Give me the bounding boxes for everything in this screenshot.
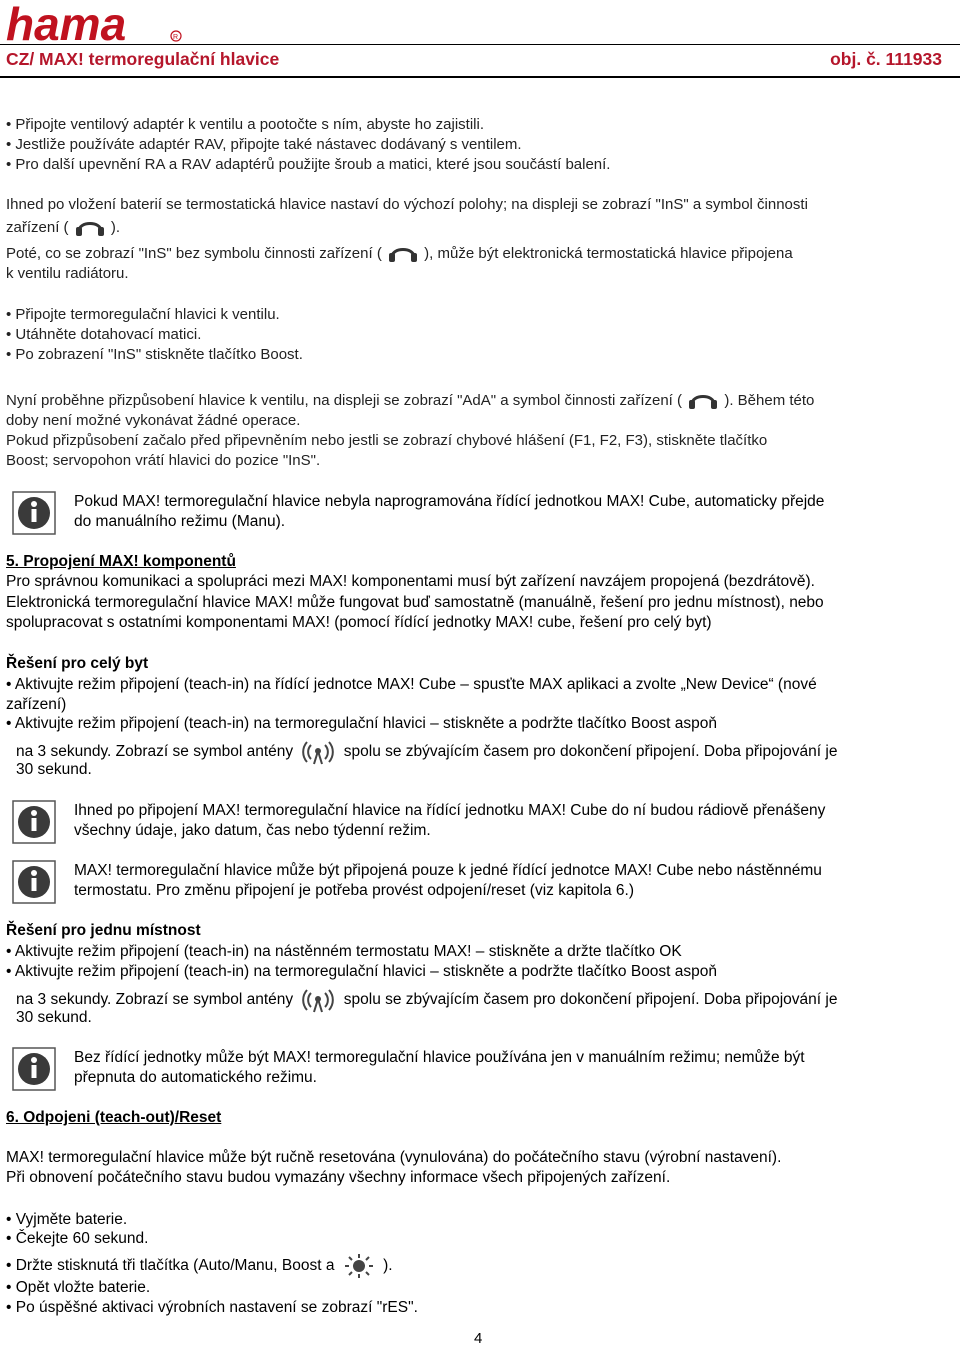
- paragraph-text: Poté, co se zobrazí "InS" bez symbolu činnosti zařízení (: [6, 244, 382, 262]
- paragraph-line: Boost; servopohon vrátí hlavici do pozice "InS".: [6, 452, 321, 469]
- paragraph-line: Při obnovení počátečního stavu budou vymazány všechny informace všech připojených zařízení.: [6, 1169, 671, 1186]
- device-activity-icon: [73, 217, 107, 239]
- list-item: • Utáhněte dotahovací matici.: [6, 326, 202, 343]
- info-icon: [12, 800, 56, 844]
- list-item: • Aktivujte režim připojení (teach-in) na termoregulační hlavici – stiskněte a podržte tlačítko Boost aspoň: [6, 963, 718, 980]
- paragraph-text: na 3 sekundy. Zobrazí se symbol antény: [16, 991, 294, 1009]
- section-heading: 6. Odpojeni (teach-out)/Reset: [6, 1109, 222, 1126]
- list-item: • Aktivujte režim připojení (teach-in) na nástěnném termostatu MAX! – stiskněte a držte tlačítko OK: [6, 943, 682, 960]
- note-line: MAX! termoregulační hlavice může být připojená pouze k jedné řídící jednotce MAX! Cube nebo nástěnnému: [74, 862, 822, 879]
- info-icon: [12, 860, 56, 904]
- header-divider: [0, 76, 960, 78]
- list-item: [16, 987, 837, 1013]
- order-number: obj. č. 111933: [830, 49, 942, 69]
- note-line: Ihned po připojení MAX! termoregulační hlavice na řídící jednotku MAX! Cube do ní budou rádiově přenášeny: [74, 802, 826, 819]
- sun-icon: [339, 1254, 379, 1278]
- paragraph-text: ).: [383, 1257, 393, 1275]
- paragraph-line: Pokud přizpůsobení začalo před připevněním nebo jestli se zobrazí chybové hlášení (F1, F2, F3), stiskněte tlačítko: [6, 432, 768, 449]
- list-item: 30 sekund.: [16, 761, 92, 778]
- paragraph-text: • Držte stisknutá tři tlačítka (Auto/Manu, Boost a: [6, 1257, 335, 1275]
- list-item: • Aktivujte režim připojení (teach-in) na termoregulační hlavici – stiskněte a podržte tlačítko Boost aspoň: [6, 715, 718, 732]
- paragraph-line: [6, 217, 120, 239]
- paragraph-line: k ventilu radiátoru.: [6, 265, 129, 282]
- antenna-icon: [297, 739, 339, 765]
- list-item: • Po zobrazení "InS" stiskněte tlačítko Boost.: [6, 346, 303, 363]
- device-activity-icon: [386, 243, 420, 265]
- paragraph-line: Pro správnou komunikaci a spolupráci mezi MAX! komponentami musí být zařízení navzájem propojená (bezdrátově).: [6, 573, 815, 590]
- paragraph-text: spolu se zbývajícím časem pro dokončení připojení. Doba připojování je: [343, 991, 838, 1009]
- list-item: • Aktivujte režim připojení (teach-in) na řídící jednotce MAX! Cube – spusťte MAX aplikaci a zvolte „New Device“ (nové: [6, 676, 817, 693]
- note-line: Bez řídící jednotky může být MAX! termoregulační hlavice používána jen v manuálním režimu; nemůže být: [74, 1049, 805, 1066]
- list-item: • Připojte termoregulační hlavici k ventilu.: [6, 306, 280, 323]
- paragraph-text: na 3 sekundy. Zobrazí se symbol antény: [16, 743, 294, 761]
- list-item: • Pro další upevnění RA a RAV adaptérů použijte šroub a matici, které jsou součástí balení.: [6, 156, 611, 173]
- list-item: [6, 1254, 393, 1278]
- info-icon: [12, 1047, 56, 1091]
- section-heading: 5. Propojení MAX! komponentů: [6, 553, 236, 570]
- note-line: přepnuta do automatického režimu.: [74, 1069, 317, 1086]
- list-item: • Čekejte 60 sekund.: [6, 1230, 149, 1247]
- paragraph-text: zařízení (: [6, 218, 69, 236]
- list-item: 30 sekund.: [16, 1009, 92, 1026]
- list-item: • Připojte ventilový adaptér k ventilu a pootočte s ním, abyste ho zajistili.: [6, 116, 484, 133]
- list-item: • Vyjměte baterie.: [6, 1211, 128, 1228]
- subsection-heading: Řešení pro celý byt: [6, 655, 149, 672]
- list-item: • Jestliže používáte adaptér RAV, připojte také nástavec dodávaný s ventilem.: [6, 136, 522, 153]
- paragraph-text: ).: [110, 218, 121, 236]
- list-item: zařízení): [6, 696, 67, 713]
- paragraph-line: [6, 243, 793, 265]
- paragraph-line: [6, 390, 814, 412]
- list-item: • Opět vložte baterie.: [6, 1279, 151, 1296]
- note-line: všechny údaje, jako datum, čas nebo týdenní režim.: [74, 822, 431, 839]
- paragraph-line: spolupracovat s ostatními komponentami MAX! (pomocí řídící jednotky MAX! cube, řešení pro celý byt): [6, 614, 712, 631]
- paragraph-line: doby není možné vykonávat žádné operace.: [6, 412, 301, 429]
- paragraph-text: spolu se zbývajícím časem pro dokončení připojení. Doba připojování je: [343, 743, 838, 761]
- paragraph-line: MAX! termoregulační hlavice může být ručně resetována (vynulována) do počátečního stavu (výrobní nastavení).: [6, 1149, 782, 1166]
- note-line: Pokud MAX! termoregulační hlavice nebyla naprogramována řídící jednotkou MAX! Cube, automaticky přejde: [74, 493, 825, 510]
- note-line: termostatu. Pro změnu připojení je potřeba provést odpojení/reset (viz kapitola 6.): [74, 882, 635, 899]
- hama-logo: [6, 2, 186, 46]
- paragraph-line: Ihned po vložení baterií se termostatická hlavice nastaví do výchozí polohy; na displeji se zobrazí "InS" a symbol činnosti: [6, 196, 808, 213]
- list-item: [16, 739, 837, 765]
- list-item: • Po úspěšné aktivaci výrobních nastavení se zobrazí "rES".: [6, 1299, 418, 1316]
- device-activity-icon: [686, 390, 720, 412]
- antenna-icon: [297, 987, 339, 1013]
- paragraph-text: Nyní proběhne přizpůsobení hlavice k ventilu, na displeji se zobrazí "AdA" a symbol činnosti zařízení (: [6, 391, 682, 409]
- paragraph-text: ). Během této: [724, 391, 815, 409]
- paragraph-text: ), může být elektronická termostatická hlavice připojena: [424, 244, 793, 262]
- subsection-heading: Řešení pro jednu místnost: [6, 922, 201, 939]
- info-icon: [12, 491, 56, 535]
- page-number: 4: [474, 1330, 483, 1347]
- note-line: do manuálního režimu (Manu).: [74, 513, 286, 530]
- svg-text:R: R: [173, 34, 179, 41]
- document-title: CZ/ MAX! termoregulační hlavice: [6, 49, 280, 69]
- svg-text:hama: hama: [6, 2, 127, 46]
- paragraph-line: Elektronická termoregulační hlavice MAX! může fungovat buď samostatně (manuálně, řešení pro jednu místnost), nebo: [6, 594, 824, 611]
